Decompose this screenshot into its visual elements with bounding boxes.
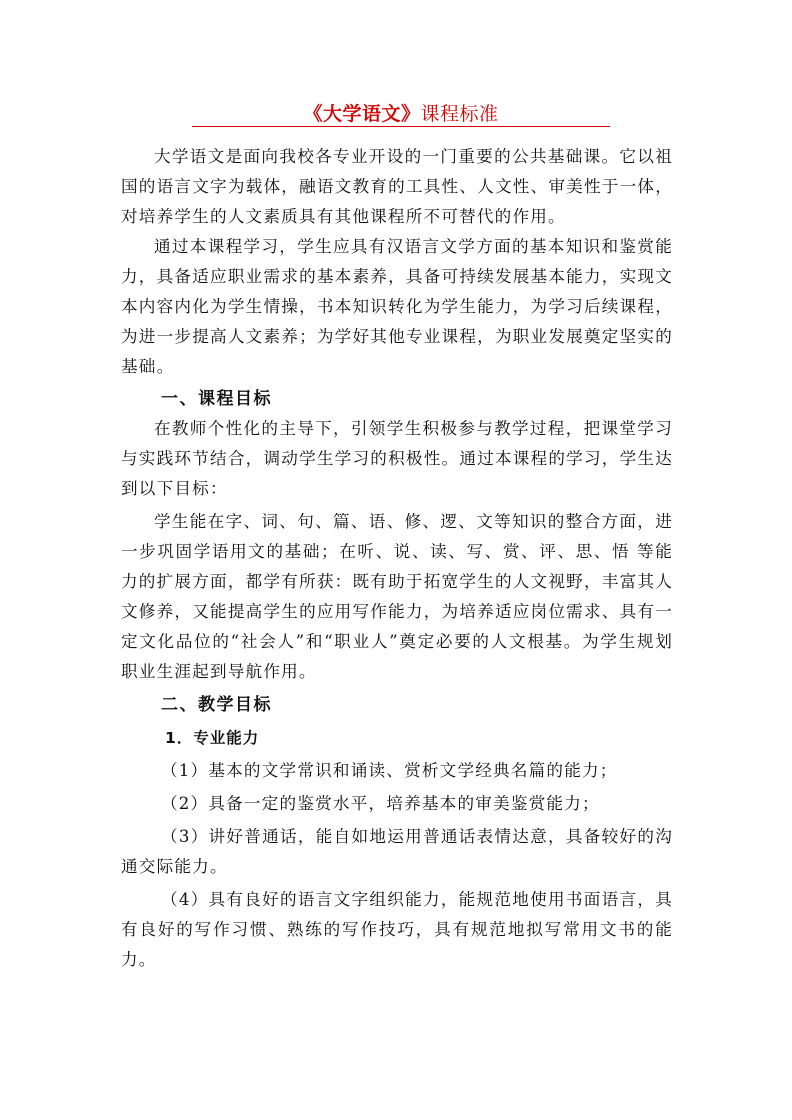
title-underline — [192, 126, 610, 127]
document-title — [192, 100, 610, 128]
intro-paragraph-1: 大学语文是面向我校各专业开设的一门重要的公共基础课。它以祖国的语言文字为载体，融语文教育的工具性、人文性、审美性于一体，对培养学生的人文素质具有其他课程所不可替代的作用。 — [121, 147, 673, 226]
title-text — [303, 100, 498, 128]
section-1-paragraph-1: 在教师个性化的主导下，引领学生积极参与教学过程，把课堂学习与实践环节结合，调动学生学习的积极性。通过本课程的学习，学生达到以下目标： — [121, 419, 673, 498]
section-2-heading: 二、教学目标 — [161, 695, 272, 715]
section-2-subheading: 1．专业能力 — [165, 729, 260, 747]
ability-item-2: （2）具备一定的鉴赏水平，培养基本的审美鉴赏能力； — [161, 794, 600, 813]
title-suffix: 课程标准 — [420, 103, 499, 125]
section-1-heading: 一、课程目标 — [161, 389, 272, 409]
section-1-paragraph-2: 学生能在字、词、句、篇、语、修、逻、文等知识的整合方面，进一步巩固学语用文的基础；在听、说、读、写、赏、评、思、悟 等能力的扩展方面，都学有所获：既有助于拓宽学生的人文视野，丰富其人文修养，又能提高学生的应用写作能力，为培养适应岗位需求、具有一定文化品位的“社会人”和“职业人”奠定必要的人文根基。为学生规划职业生涯起到导航作用。 — [121, 512, 673, 681]
ability-item-3: （3）讲好普通话，能自如地运用普通话表情达意，具备较好的沟通交际能力。 — [121, 827, 673, 876]
ability-item-1: （1）基本的文学常识和诵读、赏析文学经典名篇的能力； — [161, 761, 618, 780]
title-book-name: 《大学语文》 — [303, 103, 421, 125]
intro-paragraph-2: 通过本课程学习，学生应具有汉语言文学方面的基本知识和鉴赏能力，具备适应职业需求的基本素养，具备可持续发展基本能力，实现文本内容内化为学生情操，书本知识转化为学生能力，为学习后续课程，为进一步提高人文素养；为学好其他专业课程，为职业发展奠定坚实的基础。 — [121, 237, 673, 376]
ability-item-4: （4）具有良好的语言文字组织能力，能规范地使用书面语言，具有良好的写作习惯、熟练的写作技巧，具有规范地拟写常用文书的能力。 — [121, 890, 673, 969]
document-body — [121, 142, 673, 975]
